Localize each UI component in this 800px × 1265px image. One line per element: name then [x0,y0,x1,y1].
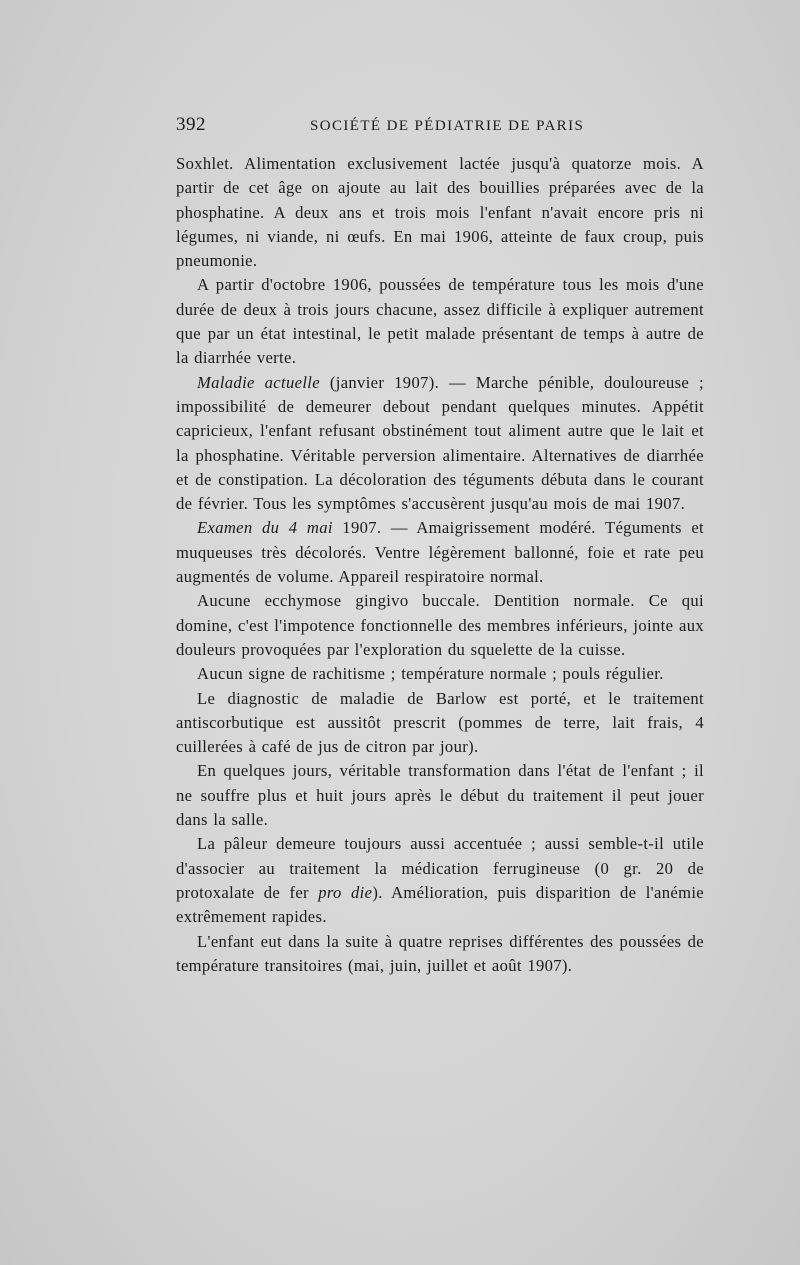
paragraph [176,759,704,832]
section-lead: Examen du 4 mai [197,518,333,538]
paragraph-text: Soxhlet. Alimentation exclusivement lactée jusqu'à quatorze mois. A partir de cet âge on ajoute au lait des bouillies préparées avec de la phosphatine. A deux ans et trois mois l'enfant n'avait encore pris ni légumes, ni viande, ni œufs. En mai 1906, atteinte de faux croup, puis pneumonie. [176,154,704,271]
paragraph [176,589,704,662]
paragraph [176,516,704,589]
paragraph [176,832,704,929]
paragraph [176,930,704,979]
italic-term: pro die [318,882,373,902]
paragraph [176,662,704,686]
body-text [176,152,704,978]
paragraph-text: (janvier 1907). — Marche pénible, douloureuse ; impossibilité de demeurer debout pendant quelques minutes. Appétit capricieux, l'enfant refusant obstinément tout aliment autre que le lait et la phosphatine. Véritable perversion alimentaire. Alternatives de diarrhée et de constipation. La décoloration des téguments débuta dans le courant de février. Tous les symptômes s'accusèrent jusqu'au mois de mai 1907. [176,372,704,514]
paragraph-text: A partir d'octobre 1906, poussées de température tous les mois d'une durée de deux à trois jours chacune, assez difficile à expliquer autrement que par un état intestinal, le petit malade présentant de temps à autre de la diarrhée verte. [176,275,704,368]
section-lead: Maladie actuelle [197,372,320,392]
page-header [176,114,706,140]
paragraph-text: Aucune ecchymose gingivo buccale. Dentition normale. Ce qui domine, c'est l'impotence fonctionnelle des membres inférieurs, jointe aux douleurs provoquées par l'exploration du squelette de la cuisse. [176,591,704,659]
paragraph-text: L'enfant eut dans la suite à quatre reprises différentes des poussées de température transitoires (mai, juin, juillet et août 1907). [176,931,704,975]
running-title: SOCIÉTÉ DE PÉDIATRIE DE PARIS [310,118,585,134]
paragraph-text: 1907. — Amaigrissement modéré. Téguments et muqueuses très décolorés. Ventre légèrement ballonné, foie et rate peu augmentés de volume. Appareil respiratoire normal. [176,518,704,587]
paragraph-text: Le diagnostic de maladie de Barlow est porté, et le traitement antiscorbutique est aussitôt prescrit (pommes de terre, lait frais, 4 cuillerées à café de jus de citron par jour). [176,688,704,757]
page-number: 392 [176,114,206,135]
paragraph [176,152,704,273]
paragraph-text: La pâleur demeure toujours aussi accentuée ; aussi semble-t-il utile d'associer au traitement la médication ferrugineuse (0 gr. 20 de protoxalate de fer [176,834,704,902]
paragraph [176,273,704,370]
paragraph-text: En quelques jours, véritable transformation dans l'état de l'enfant ; il ne souffre plus et huit jours après le début du traitement il peut jouer dans la salle. [176,761,704,830]
paragraph [176,687,704,760]
paragraph-text: Aucun signe de rachitisme ; température normale ; pouls régulier. [197,664,664,684]
paragraph [176,371,704,517]
paragraph-text: ). Amélioration, puis disparition de l'anémie extrêmement rapides. [176,882,704,927]
